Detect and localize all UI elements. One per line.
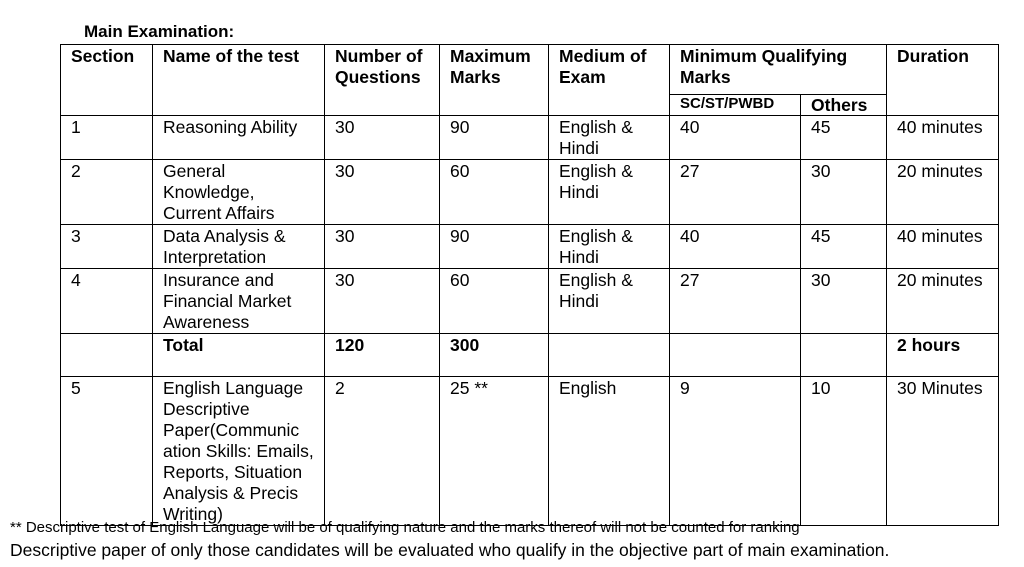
cell-questions: 30 bbox=[325, 116, 440, 160]
cell-medium: English & Hindi bbox=[549, 225, 670, 269]
header-others: Others bbox=[801, 95, 887, 116]
section-heading: Main Examination: bbox=[84, 22, 235, 41]
cell-section: 2 bbox=[61, 160, 153, 225]
exam-table bbox=[60, 44, 999, 526]
cell-questions: 30 bbox=[325, 225, 440, 269]
cell-medium: English bbox=[549, 377, 670, 526]
table-row bbox=[61, 269, 999, 334]
cell-medium-empty bbox=[549, 334, 670, 377]
cell-name: General Knowledge, Current Affairs bbox=[153, 160, 325, 225]
cell-sc: 27 bbox=[670, 160, 801, 225]
table-row bbox=[61, 160, 999, 225]
header-marks: Maximum Marks bbox=[440, 45, 549, 116]
cell-medium: English & Hindi bbox=[549, 116, 670, 160]
cell-medium: English & Hindi bbox=[549, 269, 670, 334]
cell-section: 1 bbox=[61, 116, 153, 160]
header-sc-st-pwbd: SC/ST/PWBD bbox=[670, 95, 801, 116]
cell-others-empty bbox=[801, 334, 887, 377]
cell-name: Reasoning Ability bbox=[153, 116, 325, 160]
cell-total-label: Total bbox=[153, 334, 325, 377]
cell-marks: 60 bbox=[440, 269, 549, 334]
cell-section: 5 bbox=[61, 377, 153, 526]
cell-others: 45 bbox=[801, 225, 887, 269]
cell-total-marks: 300 bbox=[440, 334, 549, 377]
cell-duration: 20 minutes bbox=[887, 160, 999, 225]
cell-sc: 27 bbox=[670, 269, 801, 334]
cell-marks: 90 bbox=[440, 225, 549, 269]
cell-marks: 90 bbox=[440, 116, 549, 160]
cell-name: English Language Descriptive Paper(Communic ation Skills: Emails, Reports, Situation Analysis & Precis Writing) bbox=[153, 377, 325, 526]
footnote-qualifying: ** Descriptive test of English Language will be of qualifying nature and the marks thereof will not be counted for ranking bbox=[10, 519, 800, 536]
cell-duration: 20 minutes bbox=[887, 269, 999, 334]
cell-duration: 40 minutes bbox=[887, 116, 999, 160]
cell-sc: 9 bbox=[670, 377, 801, 526]
table-row bbox=[61, 377, 999, 526]
table-row bbox=[61, 116, 999, 160]
cell-questions: 2 bbox=[325, 377, 440, 526]
cell-sc-empty bbox=[670, 334, 801, 377]
cell-section: 4 bbox=[61, 269, 153, 334]
cell-others: 45 bbox=[801, 116, 887, 160]
cell-total-duration: 2 hours bbox=[887, 334, 999, 377]
cell-section: 3 bbox=[61, 225, 153, 269]
header-medium: Medium of Exam bbox=[549, 45, 670, 116]
cell-total-questions: 120 bbox=[325, 334, 440, 377]
cell-others: 30 bbox=[801, 269, 887, 334]
total-row bbox=[61, 334, 999, 377]
cell-duration: 40 minutes bbox=[887, 225, 999, 269]
cell-medium: English & Hindi bbox=[549, 160, 670, 225]
cell-others: 10 bbox=[801, 377, 887, 526]
cell-name: Insurance and Financial Market Awareness bbox=[153, 269, 325, 334]
table-row bbox=[61, 225, 999, 269]
cell-marks: 60 bbox=[440, 160, 549, 225]
cell-questions: 30 bbox=[325, 160, 440, 225]
header-min-marks: Minimum Qualifying Marks bbox=[670, 45, 887, 95]
cell-others: 30 bbox=[801, 160, 887, 225]
cell-sc: 40 bbox=[670, 116, 801, 160]
header-row bbox=[61, 45, 999, 95]
header-name: Name of the test bbox=[153, 45, 325, 116]
cell-duration: 30 Minutes bbox=[887, 377, 999, 526]
cell-section-empty bbox=[61, 334, 153, 377]
footnote-evaluation: Descriptive paper of only those candidates will be evaluated who qualify in the objective part of main examination. bbox=[10, 540, 890, 560]
cell-name: Data Analysis & Interpretation bbox=[153, 225, 325, 269]
cell-marks: 25 ** bbox=[440, 377, 549, 526]
cell-questions: 30 bbox=[325, 269, 440, 334]
header-questions: Number of Questions bbox=[325, 45, 440, 116]
header-section: Section bbox=[61, 45, 153, 116]
cell-sc: 40 bbox=[670, 225, 801, 269]
header-duration: Duration bbox=[887, 45, 999, 116]
